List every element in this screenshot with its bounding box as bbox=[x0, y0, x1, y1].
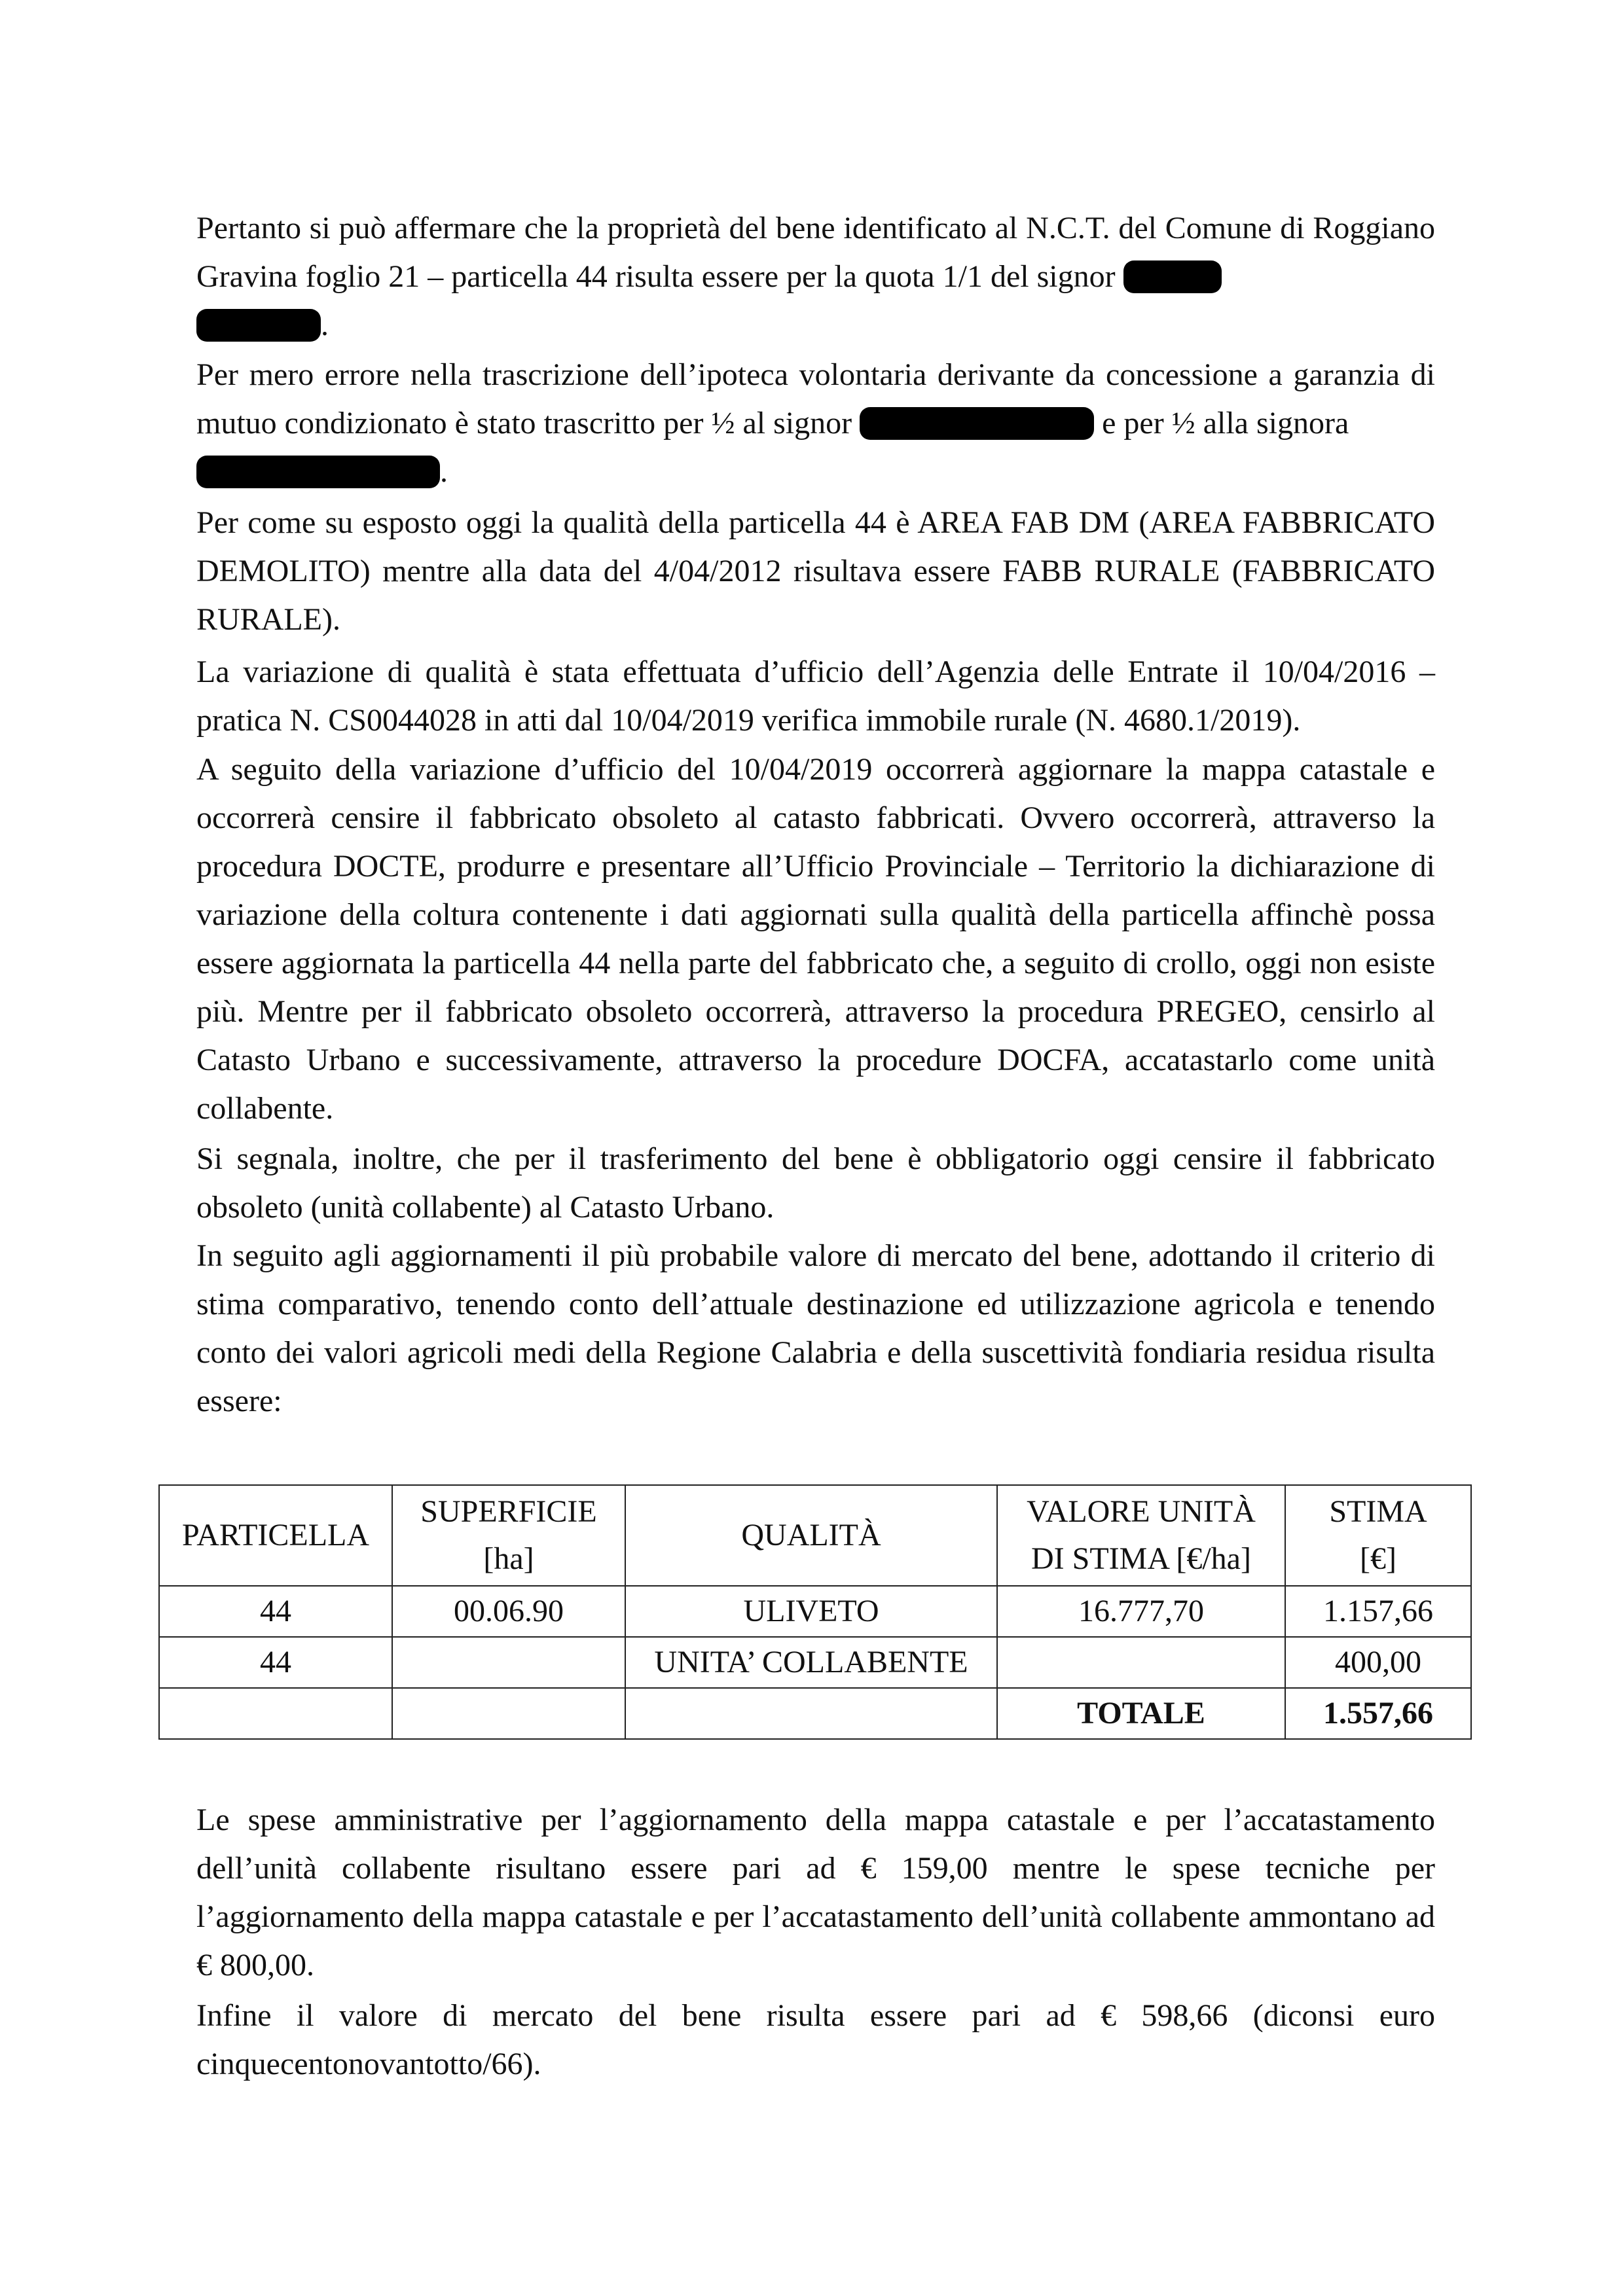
cell-particella: 44 bbox=[159, 1637, 392, 1688]
cell-stima: 400,00 bbox=[1285, 1637, 1471, 1688]
paragraph-text: In seguito agli aggiornamenti il più probabile valore di mercato del bene, adottando il criterio di stima comparativo, tenendo conto dell’attuale destinazione ed utilizzazione agricola e tenendo conto dei valori agricoli medi della Regione Calabria e della suscettività fondiaria residua risulta essere: bbox=[196, 1238, 1435, 1418]
paragraph-text: Le spese amministrative per l’aggiornamento della mappa catastale e per l’accatastamento dell’unità collabente risultano essere pari ad € 159,00 mentre le spese tecniche per l’aggiornamento della mappa catastale e per l’accatastamento dell’unità collabente ammontano ad € 800,00. bbox=[196, 1803, 1435, 1982]
header-valore-unita: VALORE UNITÀ DI STIMA [€/ha] bbox=[997, 1485, 1285, 1586]
total-value: 1.557,66 bbox=[1285, 1688, 1471, 1739]
redaction-block bbox=[196, 456, 440, 488]
redaction-block bbox=[196, 309, 321, 342]
paragraph-notice bbox=[196, 1135, 1435, 1232]
table-row bbox=[159, 1586, 1471, 1637]
cell-empty bbox=[625, 1688, 997, 1739]
paragraph-text: Per come su esposto oggi la qualità della particella 44 è AREA FAB DM (AREA FABBRICATO DEMOLITO) mentre alla data del 4/04/2012 risultava essere FABB RURALE (FABBRICATO RURALE). bbox=[196, 505, 1435, 637]
redaction-block bbox=[1123, 260, 1222, 293]
cell-valore: 16.777,70 bbox=[997, 1586, 1285, 1637]
paragraph-procedures bbox=[196, 745, 1435, 1133]
total-label: TOTALE bbox=[997, 1688, 1285, 1739]
header-superficie: SUPERFICIE [ha] bbox=[392, 1485, 625, 1586]
table-row bbox=[159, 1637, 1471, 1688]
paragraph-text: Infine il valore di mercato del bene risulta essere pari ad € 598,66 (diconsi euro cinquecentonovantotto/66). bbox=[196, 1998, 1435, 2081]
cell-particella: 44 bbox=[159, 1586, 392, 1637]
paragraph-text: La variazione di qualità è stata effettuata d’ufficio dell’Agenzia delle Entrate il 10/04/2016 – pratica N. CS0044028 in atti dal 10/04/2019 verifica immobile rurale (N. 4680.1/2019). bbox=[196, 655, 1435, 738]
paragraph-text: . bbox=[440, 454, 448, 489]
cell-empty bbox=[159, 1688, 392, 1739]
cell-superficie: 00.06.90 bbox=[392, 1586, 625, 1637]
paragraph-text: . bbox=[321, 308, 329, 342]
paragraph-text: Pertanto si può affermare che la proprietà del bene identificato al N.C.T. del Comune di Roggiano Gravina foglio 21 – particella 44 risulta essere per la quota 1/1 del signor bbox=[196, 211, 1435, 294]
cell-stima: 1.157,66 bbox=[1285, 1586, 1471, 1637]
cell-qualita: ULIVETO bbox=[625, 1586, 997, 1637]
cell-superficie bbox=[392, 1637, 625, 1688]
paragraph-ownership bbox=[196, 204, 1435, 350]
header-qualita: QUALITÀ bbox=[625, 1485, 997, 1586]
table-total-row bbox=[159, 1688, 1471, 1739]
paragraph-expenses bbox=[196, 1796, 1435, 1990]
paragraph-variation bbox=[196, 648, 1435, 745]
header-particella: PARTICELLA bbox=[159, 1485, 392, 1586]
paragraph-final-value bbox=[196, 1992, 1435, 2089]
paragraph-text: Per mero errore nella trascrizione dell’ipoteca volontaria derivante da concessione a garanzia di mutuo condizionato è stato trascritto per ½ al signor bbox=[196, 357, 1435, 440]
paragraph-transcription-error bbox=[196, 351, 1435, 496]
table-header-row bbox=[159, 1485, 1471, 1586]
header-stima: STIMA [€] bbox=[1285, 1485, 1471, 1586]
cell-valore bbox=[997, 1637, 1285, 1688]
paragraph-text: e per ½ alla signora bbox=[1102, 406, 1349, 440]
cell-qualita: UNITA’ COLLABENTE bbox=[625, 1637, 997, 1688]
redaction-block bbox=[860, 407, 1094, 440]
paragraph-quality bbox=[196, 499, 1435, 644]
paragraph-text: Si segnala, inoltre, che per il trasferimento del bene è obbligatorio oggi censire il fabbricato obsoleto (unità collabente) al Catasto Urbano. bbox=[196, 1141, 1435, 1225]
estimate-table bbox=[158, 1484, 1472, 1740]
paragraph-market-value-intro bbox=[196, 1232, 1435, 1426]
paragraph-text: A seguito della variazione d’ufficio del 10/04/2019 occorrerà aggiornare la mappa catastale e occorrerà censire il fabbricato obsoleto al catasto fabbricati. Ovvero occorrerà, attraverso la procedura DOCTE, produrre e presentare all’Ufficio Provinciale – Territorio la dichiarazione di variazione della coltura contenente i dati aggiornati sulla qualità della particella affinchè possa essere aggiornata la particella 44 nella parte del fabbricato che, a seguito di crollo, oggi non esiste più. Mentre per il fabbricato obsoleto occorrerà, attraverso la procedura PREGEO, censirlo al Catasto Urbano e successivamente, attraverso la procedure DOCFA, accatastarlo come unità collabente. bbox=[196, 752, 1435, 1126]
cell-empty bbox=[392, 1688, 625, 1739]
